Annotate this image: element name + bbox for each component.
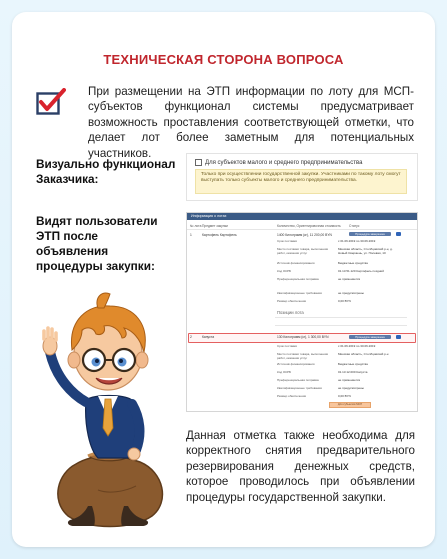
detail-value: 0,00 BYN bbox=[338, 299, 351, 303]
sme-checkbox-row[interactable] bbox=[195, 159, 363, 166]
sme-checkbox[interactable] bbox=[195, 159, 202, 166]
row-2-status: Процедура завершена bbox=[349, 335, 391, 339]
detail-value: 0,00 BYN bbox=[338, 394, 351, 398]
col-status: Статус bbox=[349, 224, 360, 228]
row-1-status: Процедура завершена bbox=[349, 232, 391, 236]
detail-value: 01.13.12.000 Капуста bbox=[338, 370, 368, 374]
col-subject: Предмет закупки bbox=[202, 224, 228, 228]
detail-key: Код ОКРБ bbox=[277, 269, 291, 273]
lots-screenshot bbox=[186, 212, 418, 412]
lot-positions-title: Позиции лота bbox=[277, 310, 304, 315]
detail-value: не применяется bbox=[338, 277, 361, 281]
col-num: № лота bbox=[190, 224, 202, 228]
sme-notice: Только при осуществлении государственной закупки. Участниками по такому лоту смогут выступать только субъекты малого и среднего предпринимательства. bbox=[195, 169, 407, 194]
sme-checkbox-label: Для субъектов малого и среднего предпринимательства bbox=[205, 159, 363, 166]
sme-badge: Для субъектов МСП bbox=[329, 402, 371, 408]
detail-value: не применяется bbox=[338, 378, 361, 382]
row-2-subject[interactable]: Капуста bbox=[202, 335, 215, 339]
detail-value: Бюджетные средства bbox=[338, 261, 368, 265]
detail-value: с 01.06.2019 по 30.06.2019 bbox=[338, 344, 376, 348]
detail-key: Размер обеспечения bbox=[277, 299, 307, 303]
bottom-text: Данная отметка также необходима для корректного снятия предварительного резервирования денежных средств, которое проводилось при объявлении процедуры государственной закупки. bbox=[186, 429, 415, 504]
detail-value: с 01.06.2019 по 30.06.2019 bbox=[338, 239, 376, 243]
row-1-toggle-button[interactable] bbox=[396, 232, 401, 236]
divider bbox=[275, 317, 407, 318]
detail-key: Квалификационные требования bbox=[277, 386, 322, 390]
col-qty: Количество, Ориентировочная стоимость bbox=[277, 224, 341, 228]
detail-value: Минская область, Столбцовский р-н bbox=[338, 352, 389, 356]
detail-key: Место поставки товара, выполнения работ, оказания услуг bbox=[277, 352, 329, 360]
detail-key: Квалификационные требования bbox=[277, 291, 322, 295]
detail-value: 01.13.51.120 Картофель поздний bbox=[338, 269, 384, 273]
detail-key: Место поставки товара, выполнения работ, оказания услуг bbox=[277, 247, 329, 255]
detail-key: Преференциальная поправка bbox=[277, 277, 319, 281]
label-users: Видят пользователи ЭТП после объявления процедуры закупки: bbox=[36, 214, 158, 273]
detail-key: Размер обеспечения bbox=[277, 394, 307, 398]
row-2-toggle-button[interactable] bbox=[396, 335, 401, 339]
checkbox-check-icon bbox=[36, 88, 66, 116]
label-customer: Визуально функционал Заказчика: bbox=[36, 157, 176, 186]
detail-key: Преференциальная поправка bbox=[277, 378, 319, 382]
row-2-num: 2 bbox=[190, 335, 192, 339]
detail-key: Срок поставки bbox=[277, 344, 298, 348]
row-1-qty: 1400 Килограмм (кг), 11 200,00 BYN bbox=[277, 233, 332, 237]
detail-value: Минская область, Столбцовский р-н, д. Новый Свержень, ул. Полевая, 10 bbox=[338, 247, 393, 255]
detail-key: Код ОКРБ bbox=[277, 370, 291, 374]
row-1-num: 1 bbox=[190, 233, 192, 237]
detail-key: Источник финансирования bbox=[277, 362, 315, 366]
detail-value: Бюджетные средства bbox=[338, 362, 368, 366]
customer-screenshot bbox=[186, 153, 418, 201]
detail-key: Источник финансирования bbox=[277, 261, 315, 265]
mascot-boy-illustration bbox=[28, 268, 188, 530]
page-title: ТЕХНИЧЕСКАЯ СТОРОНА ВОПРОСА bbox=[103, 52, 344, 67]
detail-key: Срок поставки bbox=[277, 239, 298, 243]
detail-value: не предусмотрены bbox=[338, 386, 364, 390]
row-1-subject[interactable]: Картофель Картофель bbox=[202, 233, 237, 237]
divider bbox=[275, 325, 407, 326]
intro-text: При размещении на ЭТП информации по лоту для МСП-субъектов функционал системы предусматривает возможность проставления соответствующей отметки, что делает лот более заметным для потенциальных участников. bbox=[88, 85, 414, 160]
row-2-qty: 130 Килограмм (кг), 1 300,00 BYN bbox=[277, 335, 329, 339]
divider bbox=[187, 229, 417, 230]
lots-header: Информация о лотах bbox=[187, 213, 417, 220]
detail-value: не предусмотрены bbox=[338, 291, 364, 295]
